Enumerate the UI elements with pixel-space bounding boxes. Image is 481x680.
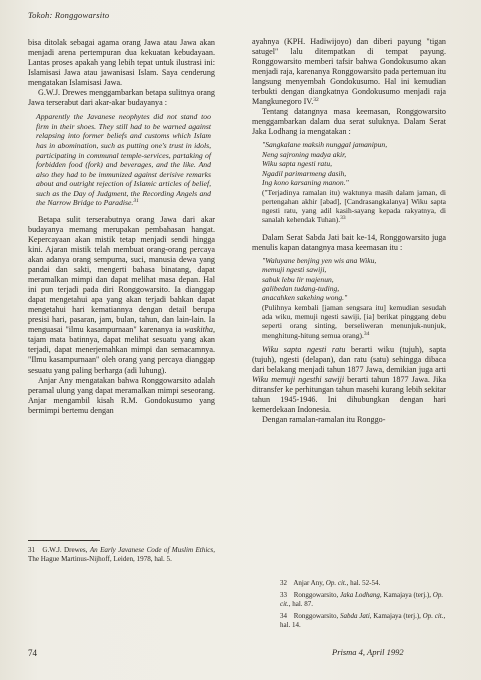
translation-text: ("Terjadinya ramalan itu) waktunya masih dalam jaman, di pertengahan akhir [abad], [Candrasangkalanya] Wiku sapta ngesti ratu, yang adil kasih-sayang kepada rakyatnya, di sanalah kehendak Tuhan). (262, 187, 446, 225)
paragraph-text: berarti wiku (tujuh), sapta (tujuh), ngesti (delapan), dan ratu (satu) sehingga dibaca dari belakang menjadi tahun 1877 Jawa, demikian juga arti (252, 345, 447, 375)
paragraph-text: ayahnya (KPH. Hadiwijoyo) dan diberi payung "tigan satugel" lalu ditempatkan di tempat payung. Ronggowarsito memberi tafsir bahwa Gondokusumo akan menjadi raja, karenanya Ronggowarsito pada pertemuan itu langsung menyembah Gondokusumo. Hal ini kemudian terbukti dengan diangkatnya Gondokusumo menjadi raja Mangkunegoro IV. (252, 37, 446, 107)
footnote-number: 32 (280, 579, 287, 587)
footnote-title: Sabda Jati, (340, 611, 372, 620)
poem-verse: "Sangkalane maksih nunggal jamanipun, Neng sajroning madya akir, Wiku sapta ngesti ratu, Ngadil parimarmeng dasih, Ing kono karsaning manon." (262, 140, 388, 188)
footnote (280, 579, 448, 588)
paragraph-text: Betapa sulit terserabutnya orang Jawa dari akar budayanya memang merupakan pembahasan hangat. Kepercayaan akan mistik tetap menjadi sendi hingga kini. Ajaran mistik telah membuat orang-orang percaya akan adanya orang sempurna, suci, manusia dewa yang pandai dan sakti, mengerti bahasa binatang, dapat meramalkan mimpi dan dapat melihat masa depan. Hal ini pun terjadi pada diri Ronggowarsito. Ia dianggap dapat mengetahui apa yang akan terjadi bahkan dapat mengetahui hari kematiannya dengan detail berupa presisi hari, pasaran, jam, bulan, tahun, dan lain-lain. Ia menguasai "ilmu kasampurnaan" karenanya ia (28, 214, 215, 335)
poem-verse: "Waluyane benjing yen wis ana Wiku, memuji ngesti sawiji, sabuk lebu lir majenun, galibedan tudang-tuding, anacahken sakehing wong." (262, 255, 377, 303)
footnote-author: Ronggowarsito, (293, 590, 339, 599)
poem-translation (262, 188, 446, 225)
footnote (28, 546, 215, 565)
footnote-title: Op. cit., (325, 579, 349, 587)
footnote (280, 591, 448, 610)
poem-translation (262, 303, 446, 340)
footnote-title: Op. cit., (280, 590, 444, 609)
footnote-author: G.W.J. Drewes, (42, 546, 88, 554)
footnote-title: An Early Javanese Code of Muslim Ethics, (89, 546, 215, 554)
footnote-rest: Kamajaya (terj.), (383, 590, 432, 599)
right-column (252, 37, 446, 425)
italic-term: Wiku sapta ngesti ratu (262, 345, 346, 354)
footnote-title: Op. cit., (422, 611, 446, 620)
italic-term: waskitha, (184, 325, 216, 335)
footnote-author: Ronggowarsito, (293, 611, 339, 620)
footnote-rest: The Hague Martinus-Nijhoff, Leiden, 1978, hal. 5. (28, 555, 172, 564)
paragraph: Tentang datangnya masa keemasan, Ronggowarsito menggambarkan dalam dua serat suluknya. Dalam Serat Jaka Lodhang ia mengatakan : (252, 107, 446, 137)
paragraph (252, 37, 446, 107)
footnote-ref: 31 (133, 198, 139, 205)
block-quote (36, 112, 211, 207)
footnotes-right (280, 579, 448, 633)
paragraph-text: berarti tahun 1877 Jawa. Jika ditransfer ke perhitungan tahun masehi kurang lebih sekitar tahun 1945-1946. Ini dihubungkan dengan hari kemerdekaan Indonesia. (252, 375, 446, 415)
footnote-ref: 34 (363, 330, 370, 337)
issue-label: Prisma 4, April 1992 (332, 647, 404, 657)
footnote-rest: hal. 14. (280, 621, 301, 630)
paragraph: Anjar Any mengatakan bahwa Ronggowarsito adalah peramal ulung yang dapat meramalkan mimpi seseorang. Anjar mengambil kisah R.M. Gondokusumo yang bermimpi bertemu dengan (28, 375, 215, 415)
footnote-author: Anjar Any, (293, 579, 325, 587)
paragraph: G.W.J. Drewes menggambarkan betapa sulitnya orang Jawa terserabut dari akar-akar budayanya : (28, 88, 215, 108)
page-number: 74 (28, 648, 37, 658)
translation-text: (Pulihnya kembali [jaman sengsara itu] kemudian sesudah ada wiku, memuji ngesti sawiji, [ia] berikat pinggang debu seperti orang sinting, berseliweran menunjuk-nunjuk, menghitung-hitung semua orang). (262, 302, 446, 340)
quote-text: Apparently the Javanese neophytes did not stand too firm in their shoes. They still had to be warned against relapsing into former beliefs and customs which Islam has in abomination, such as putting one's trust in idols, participating in communal temple-services, partaking of forbidden food (fork) and beverages, and the like. And also they had to be immunized against derisive remarks about and outright rejection of Islamic articles of belief, such as the Day of Judgment, the Recording Angels and the Narrow Bridge to Paradise. (36, 112, 211, 208)
paragraph (252, 345, 446, 415)
footnote-number: 33 (280, 590, 287, 599)
footnote-rest: Kamajaya (terj.), (373, 611, 421, 620)
left-column (28, 38, 215, 416)
paragraph-text: tajam mata batinnya, dapat melihat sesuatu yang akan terjadi, dapat menerjemahkan mimpi dan semacamnya. "Ilmu kasampurnaan" oleh orang yang percaya dianggap sesuatu yang paling berharga (adi luhung). (28, 335, 215, 375)
footnote-number: 34 (280, 611, 287, 620)
paragraph: Dalam Serat Sabda Jati bait ke-14, Ronggowarsito juga menulis kapan datangnya masa keemasan itu : (252, 232, 446, 252)
footnote-rest: hal. 52-54. (350, 579, 381, 587)
paragraph: Dengan ramalan-ramalan itu Ronggo- (262, 415, 386, 425)
footnote-rule (28, 540, 100, 541)
running-head: Tokoh: Ronggowarsito (28, 10, 110, 20)
footnote (280, 612, 448, 631)
footnote-number: 31 (28, 546, 36, 554)
italic-term: Wiku memuji ngesthi sawiji (252, 375, 345, 385)
footnote-ref: 33 (340, 215, 346, 222)
paragraph: bisa ditolak sebagai agama orang Jawa atau Jawa akan menjadi arena pertempuran dua kekuatan kebudayaan. Lantas proses apakah yang lebih tepat untuk ilustrasi ini: Islamisasi Jawa atau jawanisasi Islam. Saya cenderung mengatakan Islamisasi Jawa. (28, 38, 215, 88)
footnote-title: Jaka Lodhang, (340, 590, 382, 599)
paragraph (28, 215, 215, 376)
footnote-rest: hal. 87. (292, 600, 314, 609)
footnote-ref: 32 (313, 97, 319, 104)
